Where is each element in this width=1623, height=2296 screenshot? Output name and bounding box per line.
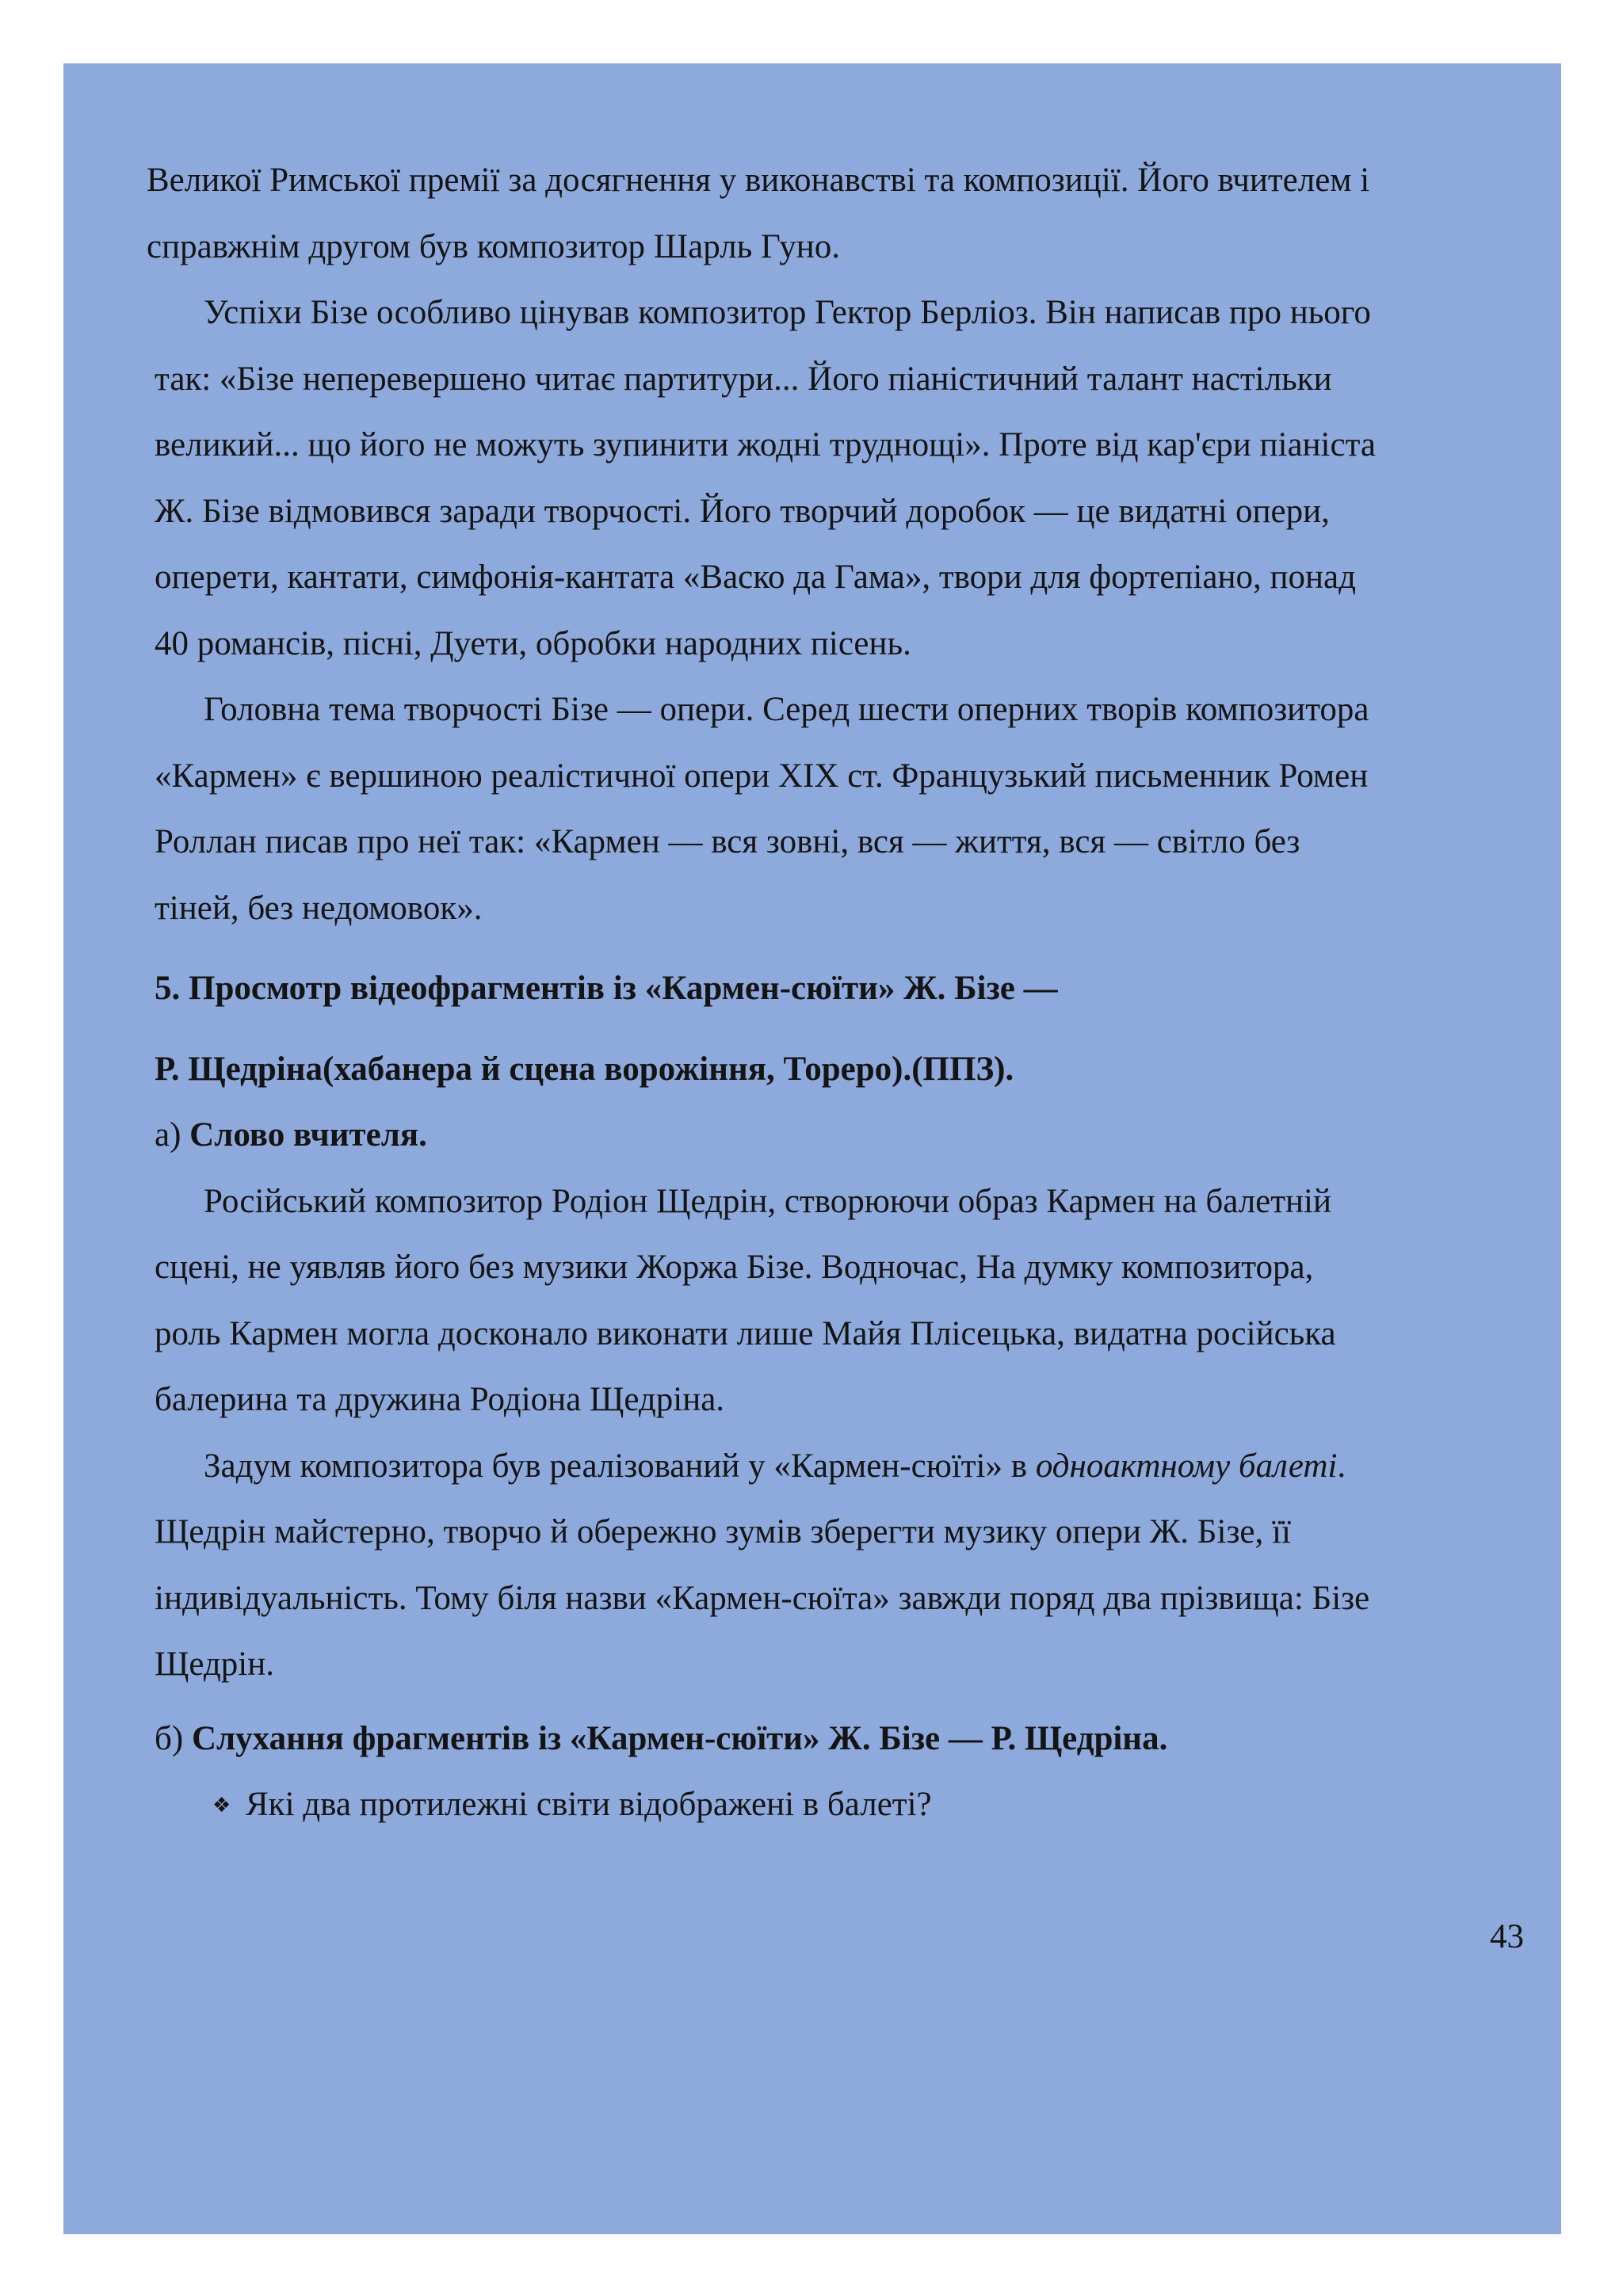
diamond-bullet-icon: ❖ [212,1794,231,1817]
bullet-item [155,1772,1553,1839]
text-line: Щедрін майстерно, творчо й обережно зумів зберегти музику опери Ж. Бізе, її [155,1513,1291,1550]
text-line: Щедрін. [155,1646,274,1683]
text-line: «Кармен» є вершиною реалістичної опери XIX ст. Французький письменник Ромен [155,757,1369,795]
text-run: . [1337,1447,1346,1485]
section-heading-continued [155,1036,1553,1103]
section-heading [155,955,1553,1022]
text-line: роль Кармен могла досконало виконати лише Майя Плісецька, видатна російська [155,1314,1336,1352]
text-run: Задум композитора був реалізований у «Кармен-сюїті» в [204,1447,1036,1485]
subsection-a [155,1102,1553,1169]
text-line: Успіхи Бізе особливо цінував композитор Гектор Берліоз. Він написав про нього [204,294,1371,331]
text-line: балерина та дружина Родіона Щедріна. [155,1381,725,1418]
text-line: Ж. Бізе відмовився заради творчості. Його творчий доробок — це видатні опери, [155,492,1330,530]
text-line: сцені, не уявляв його без музики Жоржа Бізе. Водночас, На думку композитора, [155,1249,1314,1286]
text-line: 40 романсів, пісні, Дуети, обробки народних пісень. [155,624,911,662]
text-line: великий... що його не можуть зупинити жодні труднощі». Проте від кар'єри піаніста [155,426,1376,463]
intro-paragraph [147,147,1553,280]
text-line: тіней, без недомовок». [155,889,483,927]
theme-paragraph [155,677,1553,941]
subsection-title: Слово вчителя. [189,1116,427,1154]
subsection-prefix: б) [155,1719,184,1757]
document-body [147,147,1553,1839]
text-line: Роллан писав про неї так: «Кармен — вся зовні, вся — життя, вся — світло без [155,823,1300,860]
heading-line: 5. Просмотр відеофрагментів із «Кармен-сюїти» Ж. Бізе — [155,970,1058,1007]
subsection-prefix: а) [155,1116,181,1154]
page-number: 43 [1490,1918,1524,1955]
heading-line: Р. Щедріна(хабанера й сцена ворожіння, Тореро).(ППЗ). [155,1050,1014,1088]
subsection-b [155,1706,1553,1772]
italic-term: одноактному балеті [1035,1447,1338,1485]
text-line: Російський композитор Родіон Щедрін, створюючи образ Кармен на балетній [204,1182,1332,1220]
idea-paragraph [155,1433,1553,1698]
shchedrin-paragraph [155,1169,1553,1433]
subsection-title: Слухання фрагментів із «Кармен-сюїти» Ж. Бізе — Р. Щедріна. [191,1719,1168,1757]
text-line: справжнім другом був композитор Шарль Гуно. [147,227,840,265]
text-line [155,1433,1553,1500]
text-line: індивідуальність. Тому біля назви «Кармен-сюїта» завжди поряд два прізвища: Бізе [155,1579,1370,1617]
text-line: так: «Бізе неперевершено читає партитури... Його піаністичний талант настільки [155,360,1332,398]
berlioz-paragraph [155,280,1553,677]
bullet-text: Які два протилежні світи відображені в балеті? [246,1786,932,1823]
text-line: Головна тема творчості Бізе — опери. Серед шести оперних творів композитора [204,691,1369,728]
text-line: Великої Римської премії за досягнення у виконавстві та композиції. Його вчителем і [147,162,1370,199]
text-line: оперети, кантати, симфонія-кантата «Васко да Гама», твори для фортепіано, понад [155,559,1356,596]
